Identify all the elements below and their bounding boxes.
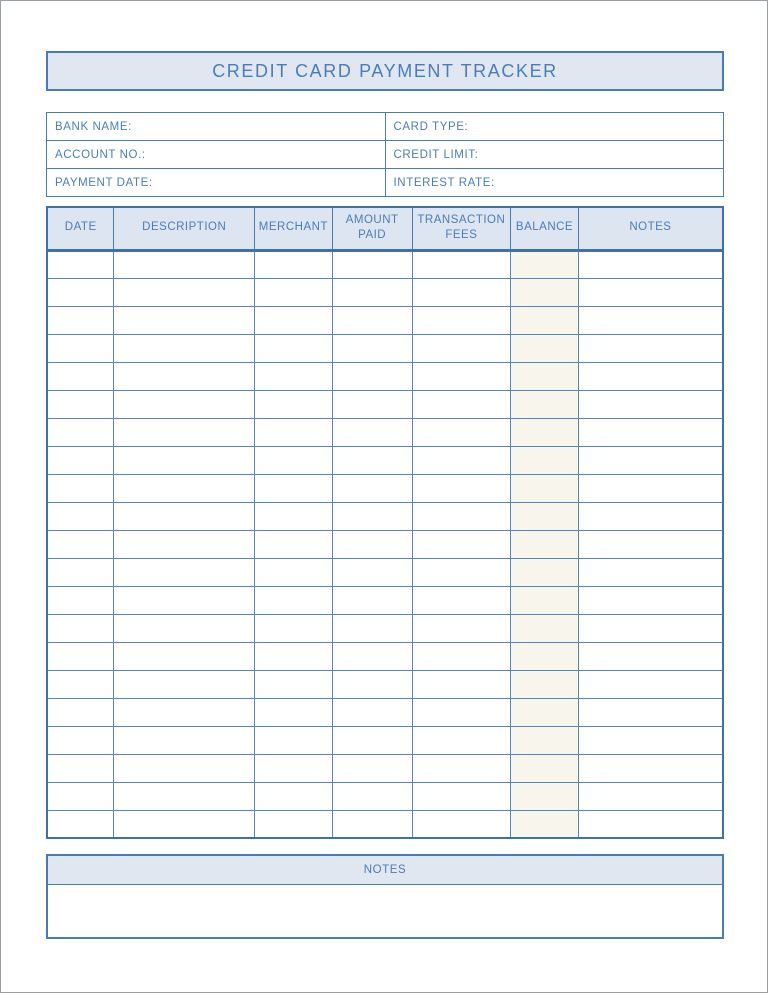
notes-cell[interactable] xyxy=(578,698,723,726)
transaction-fees-cell[interactable] xyxy=(412,530,511,558)
description-cell[interactable] xyxy=(114,698,255,726)
transaction-fees-cell[interactable] xyxy=(412,502,511,530)
date-cell[interactable] xyxy=(47,446,114,474)
balance-cell[interactable] xyxy=(511,558,579,586)
amount-paid-cell[interactable] xyxy=(332,306,412,334)
column-header-transaction-fees: TRANSACTION FEES xyxy=(412,207,511,250)
transaction-fees-cell[interactable] xyxy=(412,558,511,586)
transaction-fees-cell[interactable] xyxy=(412,642,511,670)
notes-cell[interactable] xyxy=(578,502,723,530)
amount-paid-cell[interactable] xyxy=(332,502,412,530)
description-cell[interactable] xyxy=(114,642,255,670)
table-row xyxy=(47,670,723,698)
balance-cell[interactable] xyxy=(511,334,579,362)
account-info-table xyxy=(46,112,724,197)
table-row xyxy=(47,278,723,306)
date-cell[interactable] xyxy=(47,474,114,502)
amount-paid-cell[interactable] xyxy=(332,670,412,698)
amount-paid-cell[interactable] xyxy=(332,642,412,670)
date-cell[interactable] xyxy=(47,782,114,810)
date-cell[interactable] xyxy=(47,278,114,306)
amount-paid-cell[interactable] xyxy=(332,474,412,502)
amount-paid-cell[interactable] xyxy=(332,810,412,838)
table-row xyxy=(47,334,723,362)
account-no-label: ACCOUNT NO.: xyxy=(55,148,146,161)
merchant-cell[interactable] xyxy=(255,362,333,390)
payment-date-label: PAYMENT DATE: xyxy=(55,176,153,189)
interest-rate-field[interactable] xyxy=(385,169,724,197)
notes-header: NOTES xyxy=(48,856,722,885)
description-cell[interactable] xyxy=(114,418,255,446)
table-row xyxy=(47,530,723,558)
table-row xyxy=(47,698,723,726)
transaction-fees-cell[interactable] xyxy=(412,250,511,278)
date-cell[interactable] xyxy=(47,642,114,670)
merchant-cell[interactable] xyxy=(255,782,333,810)
column-header-description: DESCRIPTION xyxy=(114,207,255,250)
notes-cell[interactable] xyxy=(578,474,723,502)
amount-paid-cell[interactable] xyxy=(332,446,412,474)
notes-section xyxy=(46,854,724,939)
merchant-cell[interactable] xyxy=(255,250,333,278)
table-row xyxy=(47,782,723,810)
description-cell[interactable] xyxy=(114,250,255,278)
amount-paid-cell[interactable] xyxy=(332,530,412,558)
table-row xyxy=(47,446,723,474)
table-row xyxy=(47,558,723,586)
credit-limit-field[interactable] xyxy=(385,141,724,169)
amount-paid-cell[interactable] xyxy=(332,698,412,726)
merchant-cell[interactable] xyxy=(255,698,333,726)
description-cell[interactable] xyxy=(114,530,255,558)
notes-cell[interactable] xyxy=(578,642,723,670)
amount-paid-cell[interactable] xyxy=(332,334,412,362)
description-cell[interactable] xyxy=(114,586,255,614)
balance-cell[interactable] xyxy=(511,810,579,838)
amount-paid-cell[interactable] xyxy=(332,782,412,810)
balance-cell[interactable] xyxy=(511,670,579,698)
date-cell[interactable] xyxy=(47,726,114,754)
date-cell[interactable] xyxy=(47,530,114,558)
balance-cell[interactable] xyxy=(511,362,579,390)
table-row xyxy=(47,250,723,278)
transaction-fees-cell[interactable] xyxy=(412,278,511,306)
payment-date-field[interactable] xyxy=(47,169,386,197)
balance-cell[interactable] xyxy=(511,446,579,474)
date-cell[interactable] xyxy=(47,670,114,698)
notes-cell[interactable] xyxy=(578,278,723,306)
description-cell[interactable] xyxy=(114,782,255,810)
table-row xyxy=(47,614,723,642)
notes-cell[interactable] xyxy=(578,390,723,418)
amount-paid-cell[interactable] xyxy=(332,754,412,782)
table-header-row xyxy=(47,207,723,250)
balance-cell[interactable] xyxy=(511,530,579,558)
balance-cell[interactable] xyxy=(511,250,579,278)
balance-cell[interactable] xyxy=(511,502,579,530)
transaction-fees-cell[interactable] xyxy=(412,670,511,698)
balance-cell[interactable] xyxy=(511,698,579,726)
date-cell[interactable] xyxy=(47,362,114,390)
notes-cell[interactable] xyxy=(578,334,723,362)
transaction-fees-cell[interactable] xyxy=(412,334,511,362)
description-cell[interactable] xyxy=(114,754,255,782)
date-cell[interactable] xyxy=(47,502,114,530)
merchant-cell[interactable] xyxy=(255,334,333,362)
bank-name-field[interactable] xyxy=(47,113,386,141)
amount-paid-cell[interactable] xyxy=(332,390,412,418)
transaction-fees-cell[interactable] xyxy=(412,754,511,782)
form-title: CREDIT CARD PAYMENT TRACKER xyxy=(212,60,558,81)
table-row xyxy=(47,754,723,782)
table-row xyxy=(47,390,723,418)
transaction-fees-cell[interactable] xyxy=(412,306,511,334)
transaction-fees-cell[interactable] xyxy=(412,726,511,754)
date-cell[interactable] xyxy=(47,754,114,782)
amount-paid-cell[interactable] xyxy=(332,418,412,446)
merchant-cell[interactable] xyxy=(255,558,333,586)
balance-cell[interactable] xyxy=(511,614,579,642)
merchant-cell[interactable] xyxy=(255,614,333,642)
merchant-cell[interactable] xyxy=(255,446,333,474)
account-no-field[interactable] xyxy=(47,141,386,169)
description-cell[interactable] xyxy=(114,306,255,334)
balance-cell[interactable] xyxy=(511,418,579,446)
card-type-label: CARD TYPE: xyxy=(393,120,469,133)
description-cell[interactable] xyxy=(114,334,255,362)
column-header-date: DATE xyxy=(47,207,114,250)
description-cell[interactable] xyxy=(114,726,255,754)
info-row xyxy=(47,169,724,197)
notes-cell[interactable] xyxy=(578,810,723,838)
merchant-cell[interactable] xyxy=(255,754,333,782)
transaction-fees-cell[interactable] xyxy=(412,474,511,502)
merchant-cell[interactable] xyxy=(255,306,333,334)
date-cell[interactable] xyxy=(47,306,114,334)
description-cell[interactable] xyxy=(114,502,255,530)
notes-cell[interactable] xyxy=(578,754,723,782)
transaction-fees-cell[interactable] xyxy=(412,782,511,810)
description-cell[interactable] xyxy=(114,446,255,474)
table-row xyxy=(47,362,723,390)
date-cell[interactable] xyxy=(47,810,114,838)
description-cell[interactable] xyxy=(114,558,255,586)
merchant-cell[interactable] xyxy=(255,670,333,698)
notes-cell[interactable] xyxy=(578,446,723,474)
balance-cell[interactable] xyxy=(511,642,579,670)
form-title-box xyxy=(46,51,724,91)
date-cell[interactable] xyxy=(47,614,114,642)
date-cell[interactable] xyxy=(47,250,114,278)
transaction-fees-cell[interactable] xyxy=(412,586,511,614)
amount-paid-cell[interactable] xyxy=(332,250,412,278)
merchant-cell[interactable] xyxy=(255,418,333,446)
table-row xyxy=(47,418,723,446)
merchant-cell[interactable] xyxy=(255,278,333,306)
column-header-notes: NOTES xyxy=(578,207,723,250)
merchant-cell[interactable] xyxy=(255,642,333,670)
amount-paid-cell[interactable] xyxy=(332,726,412,754)
info-row xyxy=(47,141,724,169)
transaction-fees-cell[interactable] xyxy=(412,390,511,418)
transaction-fees-cell[interactable] xyxy=(412,446,511,474)
column-header-balance: BALANCE xyxy=(511,207,579,250)
notes-cell[interactable] xyxy=(578,418,723,446)
notes-cell[interactable] xyxy=(578,362,723,390)
amount-paid-cell[interactable] xyxy=(332,586,412,614)
interest-rate-label: INTEREST RATE: xyxy=(393,176,495,189)
payment-tracker-table xyxy=(46,206,724,839)
merchant-cell[interactable] xyxy=(255,502,333,530)
card-type-field[interactable] xyxy=(385,113,724,141)
date-cell[interactable] xyxy=(47,558,114,586)
date-cell[interactable] xyxy=(47,390,114,418)
description-cell[interactable] xyxy=(114,670,255,698)
table-row xyxy=(47,642,723,670)
merchant-cell[interactable] xyxy=(255,390,333,418)
transaction-fees-cell[interactable] xyxy=(412,614,511,642)
table-row xyxy=(47,502,723,530)
notes-cell[interactable] xyxy=(578,306,723,334)
notes-cell[interactable] xyxy=(578,782,723,810)
amount-paid-cell[interactable] xyxy=(332,558,412,586)
date-cell[interactable] xyxy=(47,586,114,614)
balance-cell[interactable] xyxy=(511,306,579,334)
info-row xyxy=(47,113,724,141)
notes-cell[interactable] xyxy=(578,614,723,642)
transaction-fees-cell[interactable] xyxy=(412,362,511,390)
balance-cell[interactable] xyxy=(511,754,579,782)
column-header-amount-paid: AMOUNT PAID xyxy=(332,207,412,250)
description-cell[interactable] xyxy=(114,614,255,642)
balance-cell[interactable] xyxy=(511,278,579,306)
notes-cell[interactable] xyxy=(578,530,723,558)
transaction-fees-cell[interactable] xyxy=(412,418,511,446)
description-cell[interactable] xyxy=(114,810,255,838)
date-cell[interactable] xyxy=(47,698,114,726)
table-row xyxy=(47,474,723,502)
description-cell[interactable] xyxy=(114,278,255,306)
table-row xyxy=(47,306,723,334)
notes-input-area[interactable] xyxy=(48,885,722,937)
balance-cell[interactable] xyxy=(511,726,579,754)
notes-cell[interactable] xyxy=(578,558,723,586)
transaction-fees-cell[interactable] xyxy=(412,698,511,726)
merchant-cell[interactable] xyxy=(255,530,333,558)
table-row xyxy=(47,810,723,838)
merchant-cell[interactable] xyxy=(255,810,333,838)
balance-cell[interactable] xyxy=(511,782,579,810)
amount-paid-cell[interactable] xyxy=(332,614,412,642)
amount-paid-cell[interactable] xyxy=(332,362,412,390)
notes-cell[interactable] xyxy=(578,670,723,698)
balance-cell[interactable] xyxy=(511,474,579,502)
description-cell[interactable] xyxy=(114,474,255,502)
table-row xyxy=(47,726,723,754)
merchant-cell[interactable] xyxy=(255,586,333,614)
column-header-merchant: MERCHANT xyxy=(255,207,333,250)
balance-cell[interactable] xyxy=(511,586,579,614)
description-cell[interactable] xyxy=(114,362,255,390)
merchant-cell[interactable] xyxy=(255,726,333,754)
description-cell[interactable] xyxy=(114,390,255,418)
notes-cell[interactable] xyxy=(578,250,723,278)
amount-paid-cell[interactable] xyxy=(332,278,412,306)
transaction-fees-cell[interactable] xyxy=(412,810,511,838)
bank-name-label: BANK NAME: xyxy=(55,120,132,133)
table-row xyxy=(47,586,723,614)
date-cell[interactable] xyxy=(47,418,114,446)
notes-cell[interactable] xyxy=(578,586,723,614)
balance-cell[interactable] xyxy=(511,390,579,418)
date-cell[interactable] xyxy=(47,334,114,362)
merchant-cell[interactable] xyxy=(255,474,333,502)
notes-cell[interactable] xyxy=(578,726,723,754)
credit-limit-label: CREDIT LIMIT: xyxy=(393,148,479,161)
